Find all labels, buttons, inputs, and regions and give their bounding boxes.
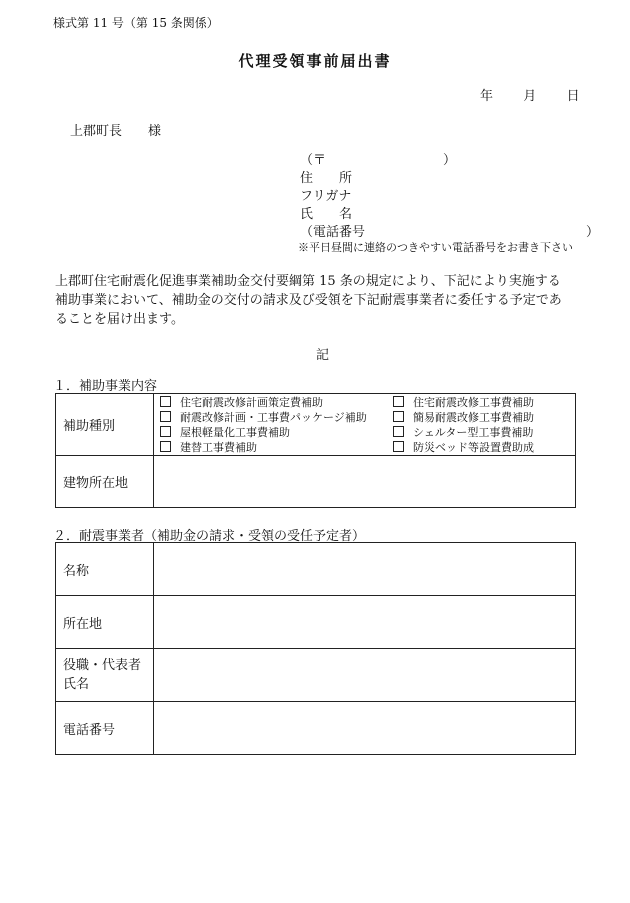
option-item[interactable]: シェルター型工事費補助 [393,425,575,440]
checkbox-icon[interactable] [160,441,171,452]
checkbox-icon[interactable] [393,426,404,437]
option-item[interactable]: 住宅耐震改修工事費補助 [393,395,575,410]
ki-heading: 記 [315,348,329,363]
section1-title: １．補助事業内容 [53,379,158,394]
contractor-representative-label: 役職・代表者氏名 [56,649,154,702]
applicant-block [300,152,599,242]
option-item[interactable]: 簡易耐震改修工事費補助 [393,410,575,425]
checkbox-icon[interactable] [393,441,404,452]
name-field[interactable]: 氏 名 [300,207,353,222]
contractor-name-label: 名称 [56,543,154,596]
date-year-label: 年 [480,89,494,104]
option-item[interactable]: 耐震改修計画・工事費パッケージ補助 [160,410,393,425]
contractor-table [55,542,576,755]
contractor-address-field[interactable] [154,596,576,649]
form-number: 様式第 11 号（第 15 条関係） [53,16,219,30]
contractor-address-label: 所在地 [56,596,154,649]
option-item[interactable]: 建替工事費補助 [160,440,393,455]
building-location-field[interactable] [154,456,576,508]
phone-field[interactable]: （電話番号 ） [300,225,600,240]
option-item[interactable]: 屋根軽量化工事費補助 [160,425,393,440]
checkbox-icon[interactable] [393,411,404,422]
declaration-text: 上郡町住宅耐震化促進事業補助金交付要綱第 15 条の規定により、下記により実施する補助事業において、補助金の交付の請求及び受領を下記耐震事業者に委任する予定であることを届け出ます。 [55,274,562,327]
checkbox-icon[interactable] [160,396,171,407]
addressee: 上郡町長 様 [70,124,162,139]
contractor-name-field[interactable] [154,543,576,596]
date-month-label: 月 [523,89,537,104]
subsidy-content-table [55,393,576,508]
building-location-label: 建物所在地 [56,456,154,508]
phone-note: ※平日昼間に連絡のつきやすい電話番号をお書き下さい [298,241,573,254]
address-field[interactable]: 住 所 [300,171,353,186]
contractor-phone-field[interactable] [154,702,576,755]
option-item[interactable]: 防災ベッド等設置費助成 [393,440,575,455]
contractor-phone-label: 電話番号 [56,702,154,755]
document-title: 代理受領事前届出書 [238,52,392,70]
contractor-representative-field[interactable] [154,649,576,702]
postal-code-field[interactable]: （〒 ） [300,153,457,168]
option-item[interactable]: 住宅耐震改修計画策定費補助 [160,395,393,410]
date-day-label: 日 [566,89,580,104]
subsidy-type-options [154,394,576,456]
subsidy-type-label: 補助種別 [56,394,154,456]
checkbox-icon[interactable] [160,411,171,422]
section2-title: ２．耐震事業者（補助金の請求・受領の受任予定者） [53,529,366,544]
checkbox-icon[interactable] [160,426,171,437]
checkbox-icon[interactable] [393,396,404,407]
furigana-field[interactable]: フリガナ [300,189,352,204]
date-line [480,85,580,104]
